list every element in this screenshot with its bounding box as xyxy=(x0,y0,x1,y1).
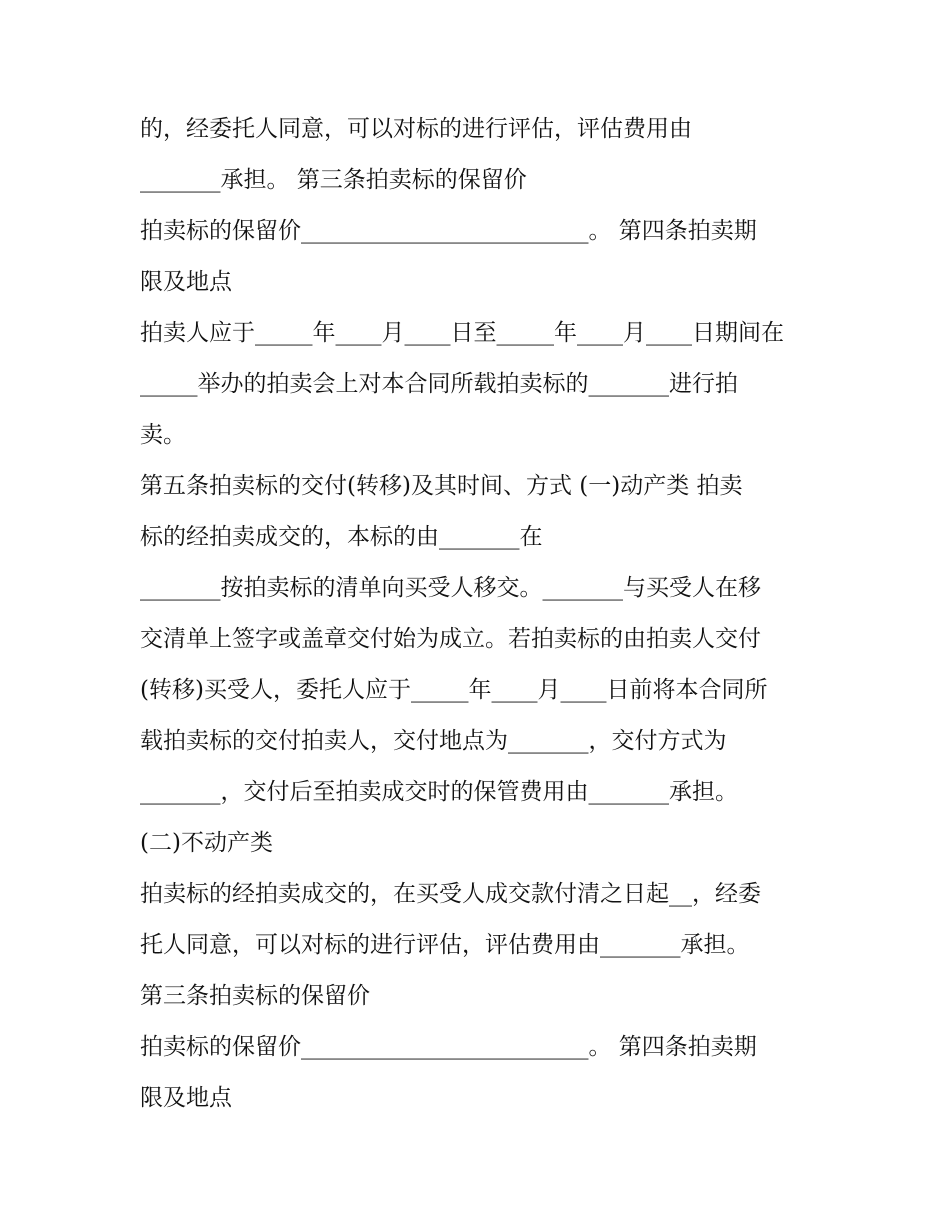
text-line: 拍卖标的保留价_________________________。 第四条拍卖期 xyxy=(140,1034,757,1060)
text-line: 标的经拍卖成交的，本标的由_______在 xyxy=(140,524,543,550)
text-line: 卖。 xyxy=(140,422,186,448)
text-line: 第五条拍卖标的交付(转移)及其时间、方式 (一)动产类 拍卖 xyxy=(140,473,743,499)
text-line: 拍卖人应于_____年____月____日至_____年____月____日期间在 xyxy=(140,320,784,346)
text-line: 托人同意，可以对标的进行评估，评估费用由_______承担。 xyxy=(140,932,750,958)
text-line: _____举办的拍卖会上对本合同所载拍卖标的_______进行拍 xyxy=(140,371,738,397)
text-line: 交清单上签字或盖章交付始为成立。若拍卖标的由拍卖人交付 xyxy=(140,626,761,652)
text-line: 拍卖标的保留价_________________________。 第四条拍卖期 xyxy=(140,218,757,244)
contract-text xyxy=(140,104,820,1124)
text-line: 第三条拍卖标的保留价 xyxy=(140,983,370,1009)
text-line: 的，经委托人同意，可以对标的进行评估，评估费用由 xyxy=(140,116,692,142)
text-line: 载拍卖标的交付拍卖人，交付地点为_______，交付方式为 xyxy=(140,728,727,754)
text-line: _______按拍卖标的清单向买受人移交。_______与买受人在移 xyxy=(140,575,761,601)
text-line: 拍卖标的经拍卖成交的，在买受人成交款付清之日起__，经委 xyxy=(140,881,761,907)
text-line: (二)不动产类 xyxy=(140,830,273,856)
text-line: 限及地点 xyxy=(140,269,232,295)
text-line: 限及地点 xyxy=(140,1085,232,1111)
text-line: _______，交付后至拍卖成交时的保管费用由_______承担。 xyxy=(140,779,738,805)
text-line: _______承担。 第三条拍卖标的保留价 xyxy=(140,167,527,193)
text-line: (转移)买受人，委托人应于_____年____月____日前将本合同所 xyxy=(140,677,768,703)
